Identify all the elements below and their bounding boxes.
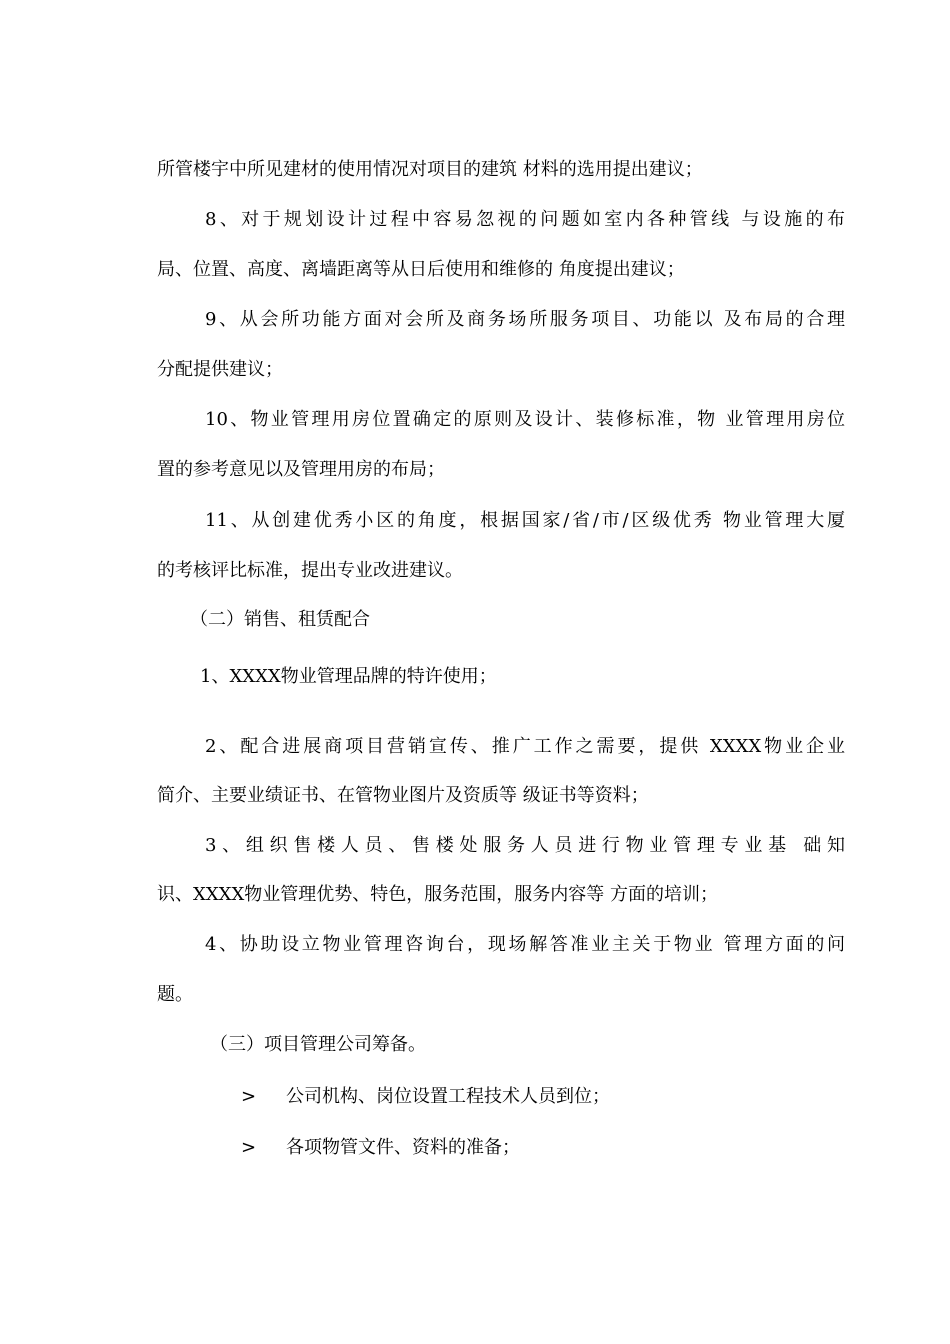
sales-item-4-line-1: 4、协助设立物业管理咨询台，现场解答准业主关于物业 管理方面的问 bbox=[205, 934, 845, 955]
sales-item-1: 1、XXXX物业管理品牌的特许使用； bbox=[200, 666, 497, 687]
bullet-marker-1: > bbox=[241, 1086, 257, 1107]
item-11-line-2: 的考核评比标准，提出专业改进建议。 bbox=[157, 560, 463, 581]
item-10-line-1: 10、物业管理用房位置确定的原则及设计、装修标准，物 业管理用房位 bbox=[205, 409, 845, 430]
sales-item-3-line-2: 识、XXXX物业管理优势、特色，服务范围，服务内容等 方面的培训； bbox=[157, 884, 718, 905]
paragraph-line-1: 所管楼宇中所见建材的使用情况对项目的建筑 材料的选用提出建议； bbox=[157, 159, 703, 180]
item-9-line-1: 9、从会所功能方面对会所及商务场所服务项目、功能以 及布局的合理 bbox=[205, 309, 845, 330]
bullet-item-2: 各项物管文件、资料的准备； bbox=[286, 1137, 520, 1158]
section-heading-3: （三）项目管理公司筹备。 bbox=[210, 1034, 426, 1055]
item-8-line-2: 局、位置、高度、离墙距离等从日后使用和维修的 角度提出建议； bbox=[157, 259, 685, 280]
sales-item-2-line-2: 简介、主要业绩证书、在管物业图片及资质等 级证书等资料； bbox=[157, 785, 649, 806]
item-8-line-1: 8、对于规划设计过程中容易忽视的问题如室内各种管线 与设施的布 bbox=[205, 209, 845, 230]
section-heading-2: （二）销售、租赁配合 bbox=[190, 609, 370, 630]
sales-item-4-line-2: 题。 bbox=[157, 984, 193, 1005]
sales-item-3-line-1: 3、组织售楼人员、售楼处服务人员进行物业管理专业基 础知 bbox=[205, 835, 845, 856]
item-11-line-1: 11、从创建优秀小区的角度，根据国家/省/市/区级优秀 物业管理大厦 bbox=[205, 510, 845, 531]
bullet-item-1: 公司机构、岗位设置工程技术人员到位； bbox=[286, 1086, 610, 1107]
item-10-line-2: 置的参考意见以及管理用房的布局； bbox=[157, 459, 445, 480]
sales-item-2-line-1: 2、配合进展商项目营销宣传、推广工作之需要，提供 XXXX物业企业 bbox=[205, 736, 845, 757]
item-9-line-2: 分配提供建议； bbox=[157, 359, 283, 380]
bullet-marker-2: > bbox=[241, 1137, 257, 1158]
